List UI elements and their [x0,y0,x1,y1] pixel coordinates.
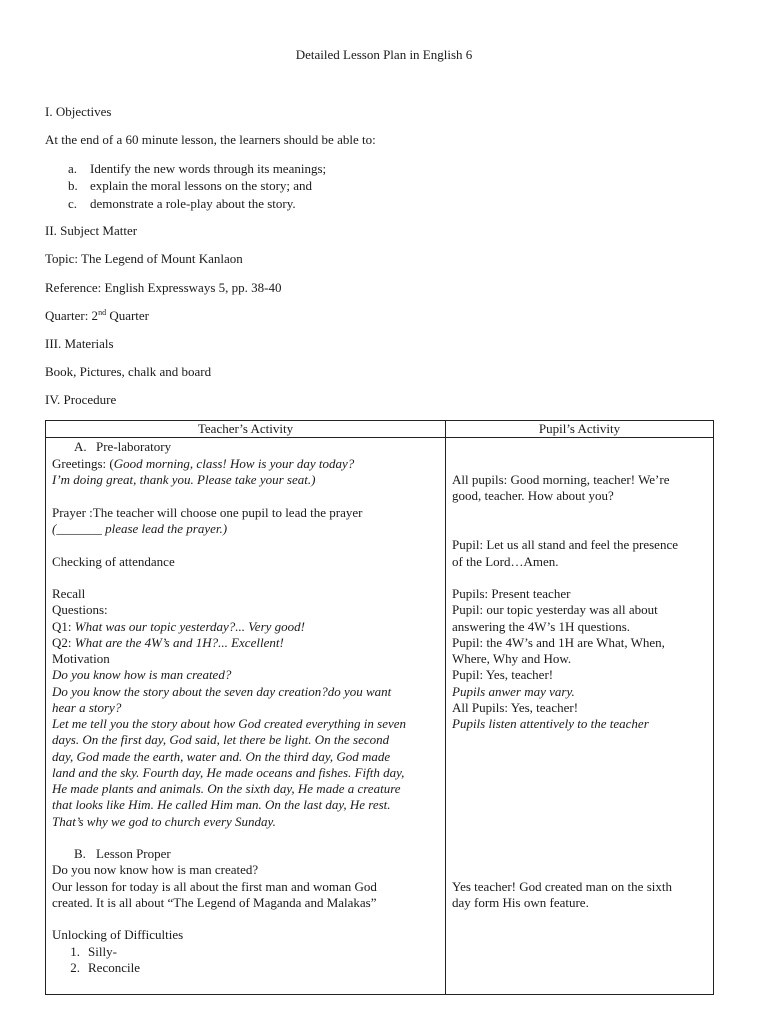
objective-text: explain the moral lessons on the story; and [90,178,313,193]
teacher-activity-cell [46,438,446,995]
materials-text: Book, Pictures, chalk and board [45,364,212,379]
lesson-line: Do you now know how is man created? [52,862,259,877]
section-mark: B. [74,846,86,861]
vocab-item [56,960,140,976]
pupil-activity-cell [446,438,714,995]
pupil-response: of the Lord…Amen. [452,554,559,569]
pupil-response: Pupil: Let us all stand and feel the presence [452,537,678,552]
story-line: Let me tell you the story about how God created everything in seven [52,716,407,731]
objective-text: demonstrate a role-play about the story. [90,196,296,211]
reference-line: Reference: English Expressways 5, pp. 38-40 [45,280,282,295]
pupil-response: Where, Why and How. [452,651,572,666]
quarter-line [45,308,149,324]
objective-mark: a. [68,161,78,176]
pupil-response: Pupil: the 4W’s and 1H are What, When, [452,635,665,650]
subject-matter-heading: II. Subject Matter [45,223,138,238]
section-mark: A. [74,439,87,454]
vocab-text: Silly- [88,944,117,959]
attendance-line: Checking of attendance [52,554,175,569]
quarter-superscript: nd [98,308,107,317]
vocab-mark: 2. [70,960,80,975]
procedure-table [45,420,714,995]
question-1 [52,619,305,635]
pupil-response: answering the 4W’s 1H questions. [452,619,631,634]
lesson-line: created. It is all about “The Legend of Maganda and Malakas” [52,895,377,910]
unlocking-label: Unlocking of Difficulties [52,927,184,942]
objective-mark: c. [68,196,78,211]
section-b-heading [74,846,171,862]
story-line: land and the sky. Fourth day, He made oceans and fishes. Fifth day, [52,765,405,780]
document-title: Detailed Lesson Plan in English 6 [295,47,473,62]
questions-label: Questions: [52,602,108,617]
pupil-response: day form His own feature. [452,895,589,910]
pupil-response: Yes teacher! God created man on the sixth [452,879,672,894]
question-text: What are the 4W’s and 1H?... Excellent! [74,635,284,650]
pupil-response: All Pupils: Yes, teacher! [452,700,579,715]
objective-item [68,161,326,177]
topic-line: Topic: The Legend of Mount Kanlaon [45,251,243,266]
objective-mark: b. [68,178,78,193]
teacher-activity-header: Teacher’s Activity [46,421,446,438]
pupil-response: Pupils listen attentively to the teacher [452,716,649,731]
table-header-row [46,421,714,438]
greetings-line-2: I’m doing great, thank you. Please take your seat.) [52,472,316,487]
materials-heading: III. Materials [45,336,114,351]
prayer-line-2: (_______ please lead the prayer.) [52,521,228,536]
motivation-label: Motivation [52,651,110,666]
greetings-text: Good morning, class! How is your day today? [113,456,355,471]
story-line: that looks like Him. He called Him man. On the last day, He rest. [52,797,391,812]
motivation-line: Do you know how is man created? [52,667,232,682]
vocab-mark: 1. [70,944,80,959]
motivation-line: hear a story? [52,700,122,715]
table-row [46,438,714,995]
section-label: Lesson Proper [96,846,171,861]
story-line: days. On the first day, God said, let there be light. On the second [52,732,390,747]
greetings-line [52,456,354,472]
vocab-text: Reconcile [88,960,140,975]
objectives-intro: At the end of a 60 minute lesson, the learners should be able to: [45,132,376,147]
lesson-line: Our lesson for today is all about the first man and woman God [52,879,377,894]
objective-item [68,196,296,212]
question-label: Q1: [52,619,75,634]
pupil-response: good, teacher. How about you? [452,488,614,503]
question-label: Q2: [52,635,75,650]
pupil-response: Pupils anwer may vary. [452,684,575,699]
quarter-prefix: Quarter: 2 [45,308,99,323]
prayer-line: Prayer :The teacher will choose one pupil to lead the prayer [52,505,363,520]
recall-label: Recall [52,586,86,601]
quarter-suffix: Quarter [106,308,150,323]
question-2 [52,635,284,651]
motivation-line: Do you know the story about the seven day creation?do you want [52,684,392,699]
vocab-item [56,944,117,960]
objective-text: Identify the new words through its meanings; [90,161,327,176]
story-line: That’s why we god to church every Sunday. [52,814,276,829]
pupil-response: Pupil: Yes, teacher! [452,667,554,682]
story-line: day, God made the earth, water and. On the third day, God made [52,749,391,764]
pupil-response: All pupils: Good morning, teacher! We’re [452,472,670,487]
greetings-label: Greetings: ( [52,456,114,471]
objectives-heading: I. Objectives [45,104,112,119]
section-label: Pre-laboratory [96,439,172,454]
pupil-response: Pupils: Present teacher [452,586,571,601]
question-text: What was our topic yesterday?... Very good! [74,619,305,634]
section-a-heading [74,439,171,455]
procedure-heading: IV. Procedure [45,392,117,407]
story-line: He made plants and animals. On the sixth day, He made a creature [52,781,401,796]
objective-item [68,178,312,194]
pupil-response: Pupil: our topic yesterday was all about [452,602,658,617]
pupil-activity-header: Pupil’s Activity [446,421,714,438]
